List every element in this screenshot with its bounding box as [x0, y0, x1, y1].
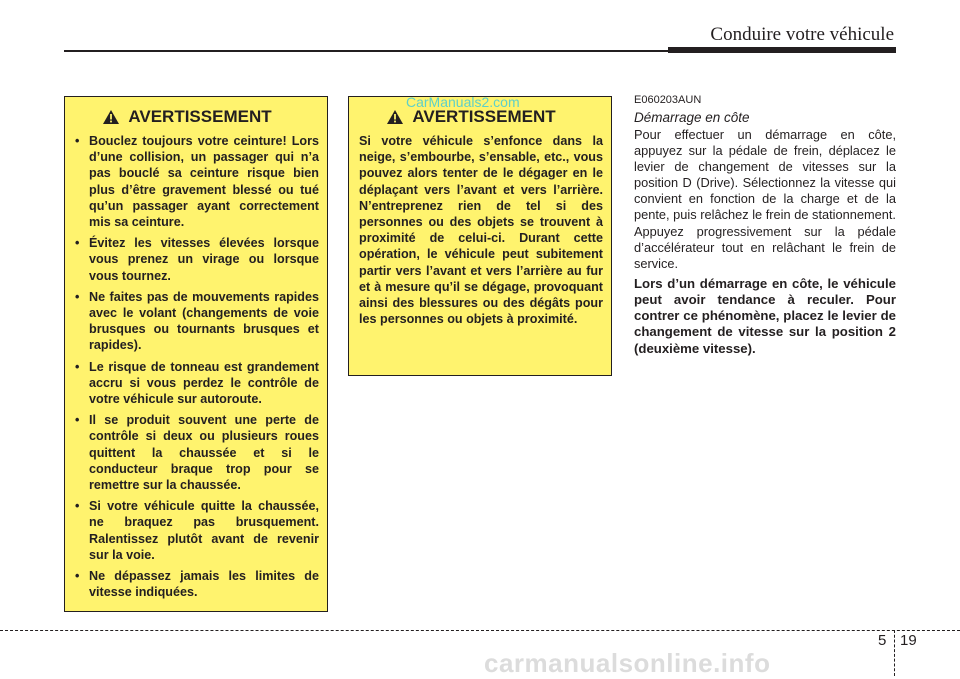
warning-item: • Bouclez toujours votre ceinture! Lors d’une collision, un passager qui n’a pas bouclé sa ceinture risque bien plus d’être gravement blessé ou tué qu’un passager ayant correctement mis sa ceinture.: [75, 133, 319, 230]
footer-rule: [0, 630, 960, 631]
warning-triangle-icon: [386, 109, 404, 125]
warning-item: • Il se produit souvent une perte de contrôle si deux ou plusieurs roues quittent la chaussée et si le conducteur braque trop pour se remettre sur la chaussée.: [75, 412, 319, 493]
header-rule-accent: [668, 47, 896, 53]
warning-title-left: [55, 107, 319, 127]
warning-box-right: [348, 96, 612, 376]
warning-text: Si votre véhicule s’enfonce dans la neige, s’embourbe, s’ensable, etc., vous pouvez alors tenter de le dégager en le déplaçant vers l’avant et vers l’arrière. N’entreprenez rien de tel si des personnes ou des objets se trouvent à proximité de celui-ci. Durant cette opération, le véhicule peut subitement partir vers l’avant et vers l’arrière au fur et à mesure qu’il se dégage, provoquant ainsi des blessures ou des dégâts pour les personnes ou objets à proximité.: [359, 134, 603, 327]
warning-list: [75, 133, 319, 600]
chapter-number: 5: [878, 632, 887, 649]
warning-box-left: [64, 96, 328, 612]
section-code: E060203AUN: [634, 94, 702, 106]
warning-title-text: AVERTISSEMENT: [412, 107, 556, 126]
section-heading: Démarrage en côte: [634, 110, 750, 125]
section-paragraph: Pour effectuer un démarrage en côte, appuyez sur la pédale de frein, déplacez le levier de changement de vitesses sur la position D (Drive). Sélectionnez la vitesse qui convient en fonction de la charge et de la pente, puis relâchez le frein de stationnement. Appuyez progressivement sur la pédale d’accélérateur tout en relâchant le frein de service.: [634, 127, 896, 271]
page-number-separator: [894, 630, 895, 676]
warning-title-text: AVERTISSEMENT: [128, 107, 272, 126]
page-number: 19: [900, 632, 917, 649]
section-hill-start: [634, 94, 896, 361]
watermark-link[interactable]: CarManuals2.com: [406, 94, 520, 110]
warning-item: • Si votre véhicule quitte la chaussée, ne braquez pas brusquement. Ralentissez plutôt avant de revenir sur la voie.: [75, 498, 319, 563]
warning-item: • Le risque de tonneau est grandement accru si vous perdez le contrôle de votre véhicule sur autoroute.: [75, 359, 319, 408]
warning-item: • Évitez les vitesses élevées lorsque vous prenez un virage ou lorsque vous tournez.: [75, 235, 319, 284]
header-title: Conduire votre véhicule: [710, 24, 894, 45]
site-watermark[interactable]: carmanualsonline.info: [484, 648, 771, 678]
warning-item: • Ne faites pas de mouvements rapides avec le volant (changements de voie brusques ou tournants brusques et rapides).: [75, 289, 319, 354]
warning-title-right: [339, 107, 603, 127]
warning-triangle-icon: [102, 109, 120, 125]
warning-item: • Ne dépassez jamais les limites de vitesse indiquées.: [75, 568, 319, 600]
section-bold-paragraph: Lors d’un démarrage en côte, le véhicule peut avoir tendance à reculer. Pour contrer ce phénomène, placez le levier de changement de vitesse sur la position 2 (deuxième vitesse).: [634, 275, 896, 356]
header-rule: [64, 50, 668, 52]
